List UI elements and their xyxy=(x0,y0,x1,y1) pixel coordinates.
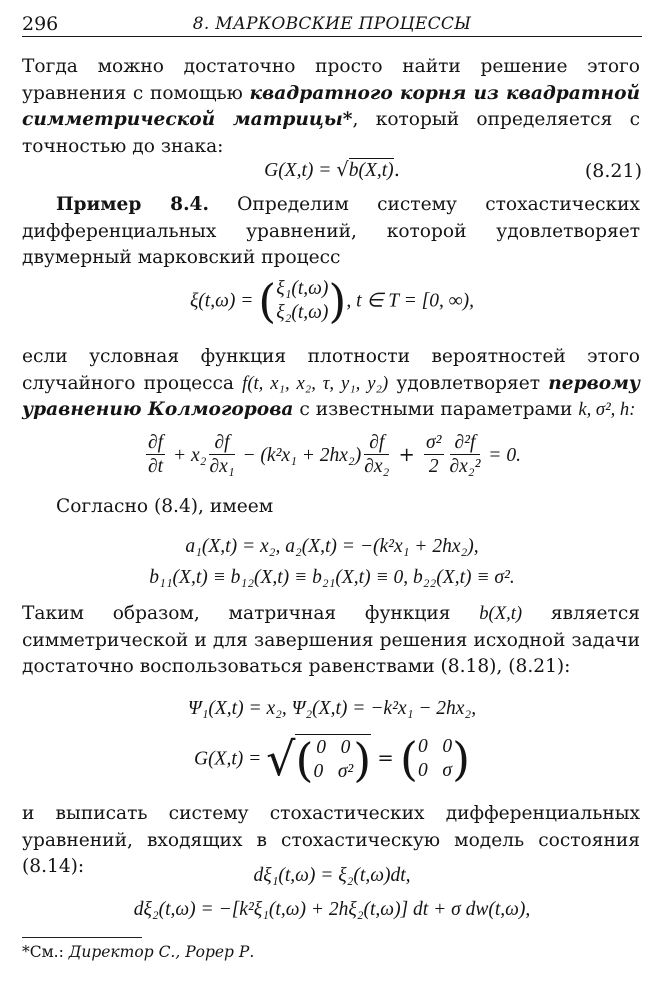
xi-lhs: ξ(t,ω) = xyxy=(189,290,259,312)
xi-tail: , t ∈ T = [0, ∞), xyxy=(346,290,475,312)
cond-text-c: с известными параметрами xyxy=(293,399,579,420)
mg-22: σ xyxy=(442,760,452,781)
cond-text-b: удовлетворяет xyxy=(388,372,549,394)
example-label: Пример 8.4. xyxy=(56,194,209,215)
cond-text-a: если условная функция плотности вероятностей этого случайного процесса xyxy=(22,346,640,394)
frac-5-num: ∂²f xyxy=(450,432,481,455)
g-radicand xyxy=(295,733,372,787)
mg-21: 0 xyxy=(418,760,428,781)
frac-4-num: σ² xyxy=(426,432,442,453)
paragraph-example xyxy=(22,192,640,272)
paragraph-according: Согласно (8.4), имеем xyxy=(56,496,274,517)
equation-8-21 xyxy=(22,158,642,182)
frac-5-den: ∂x₂² xyxy=(449,456,481,477)
eq-8-21-tail: . xyxy=(393,158,400,181)
equation-number: (8.21) xyxy=(584,160,642,182)
matrix-g-row-1 xyxy=(418,735,452,759)
thus-text-b: является симметрической и для завершения решения исходной задачи достаточно воспользоваться равенствами (8.18), (8.21): xyxy=(22,603,640,677)
footnote-text: Директор С., Рорер Р. xyxy=(68,943,255,961)
cond-density: f(t, x₁, x₂, τ, y₁, y₂) xyxy=(242,372,389,394)
page-number: 296 xyxy=(22,13,59,35)
equation-xi xyxy=(22,274,642,328)
cond-params: k, σ², h: xyxy=(578,399,636,420)
footnote-rule xyxy=(22,937,142,938)
matrix-g-row-2 xyxy=(418,759,452,783)
mparen-r2: ) xyxy=(452,732,471,786)
mparen-l2: ( xyxy=(399,732,418,786)
paragraph-thus xyxy=(22,601,640,681)
frac-1-den: ∂t xyxy=(148,456,164,477)
g-equals: = xyxy=(371,746,400,770)
equation-diffusion: b₁₁(X,t) ≡ b₁₂(X,t) ≡ b₂₁(X,t) ≡ 0, b₂₂(X,t) ≡ σ². xyxy=(149,567,515,588)
chapter-title: 8. МАРКОВСКИЕ ПРОЦЕССЫ xyxy=(192,14,472,34)
frac-4-den: 2 xyxy=(428,456,439,477)
mg-12: 0 xyxy=(442,736,453,757)
equation-drift: a₁(X,t) = x₂, a₂(X,t) = −(k²x₁ + 2hx₂), xyxy=(185,536,479,557)
sqrt-sign: √ xyxy=(336,158,349,181)
frac-sigma2-2 xyxy=(424,432,443,479)
frac-2-den: ∂x₁ xyxy=(209,456,235,477)
frac-d2f-dx2 xyxy=(450,432,481,479)
equation-psi: Ψ₁(X,t) = x₂, Ψ₂(X,t) = −k²x₁ − 2hx₂, xyxy=(187,698,477,719)
footnote xyxy=(22,943,254,961)
thus-b: b(X,t) xyxy=(479,603,523,624)
mb-21: 0 xyxy=(313,761,324,782)
equation-kolmogorov xyxy=(22,432,642,479)
mg-11: 0 xyxy=(417,736,428,757)
thus-text-a: Таким образом, матричная функция xyxy=(22,603,480,624)
mb-11: 0 xyxy=(316,737,327,758)
intro-emphasis: квадратного корня из квадратной симметрической матрицы* xyxy=(22,82,640,130)
example-text: Определим систему стохастических дифференциальных уравнений, которой удовлетворяет двумерный марковский процесс xyxy=(22,194,640,268)
frac-2-num: ∂f xyxy=(209,432,234,455)
matrix-b-row-1 xyxy=(313,736,353,760)
sqrt-big: √ xyxy=(266,732,296,786)
paren-right: ) xyxy=(328,274,347,328)
equation-g-matrix xyxy=(22,732,642,787)
kolm-plus: + xyxy=(392,443,422,466)
frac-df-dx1 xyxy=(209,432,234,479)
eq-8-21-lhs: G(X,t) = xyxy=(264,160,337,181)
matrix-b xyxy=(313,736,353,784)
frac-1-num: ∂f xyxy=(148,432,164,453)
running-header xyxy=(22,8,642,37)
xi-row-1: ξ₁(t,ω) xyxy=(276,278,329,299)
matrix-b-row-2 xyxy=(313,760,353,784)
g-lhs: G(X,t) = xyxy=(193,748,267,770)
equation-sde-2: dξ₂(t,ω) = −[k²ξ₁(t,ω) + 2hξ₂(t,ω)] dt + σ dw(t,ω), xyxy=(133,899,531,920)
frac-3-den: ∂x₂ xyxy=(364,456,390,477)
kolm-mid-1: + x₂ xyxy=(168,445,207,466)
kolm-mid-2: − (k²x₁ + 2hx₂) xyxy=(237,445,362,466)
equation-sde-1: dξ₁(t,ω) = ξ₂(t,ω)dt, xyxy=(253,865,411,886)
xi-row-2: ξ₂(t,ω) xyxy=(276,302,329,323)
mb-12: 0 xyxy=(340,737,351,758)
intro-text-b: , который определяется с точностью до знака: xyxy=(22,109,640,157)
paren-left: ( xyxy=(258,274,277,328)
mb-22: σ² xyxy=(337,761,354,782)
kolm-tail: = 0. xyxy=(483,445,521,466)
matrix-g xyxy=(418,735,452,783)
cond-emphasis: первому уравнению Колмогорова xyxy=(22,372,640,420)
xi-vector xyxy=(276,277,328,325)
frac-df-dx2 xyxy=(364,432,389,479)
frac-3-num: ∂f xyxy=(364,432,389,455)
frac-df-dt xyxy=(146,432,165,479)
eq-8-21-radicand: b(X,t) xyxy=(348,160,394,181)
paragraph-condition xyxy=(22,344,640,424)
paragraph-intro xyxy=(22,54,640,160)
footnote-mark: *См.: xyxy=(22,943,69,961)
mparen-r1: ) xyxy=(353,733,372,787)
mparen-l1: ( xyxy=(295,733,314,787)
intro-text-a: Тогда можно достаточно просто найти решение этого уравнения с помощью xyxy=(22,56,640,104)
paragraph-write: и выписать систему стохастических дифференциальных уравнений, входящих в стохастическую модель состояния (8.14): xyxy=(22,803,640,877)
